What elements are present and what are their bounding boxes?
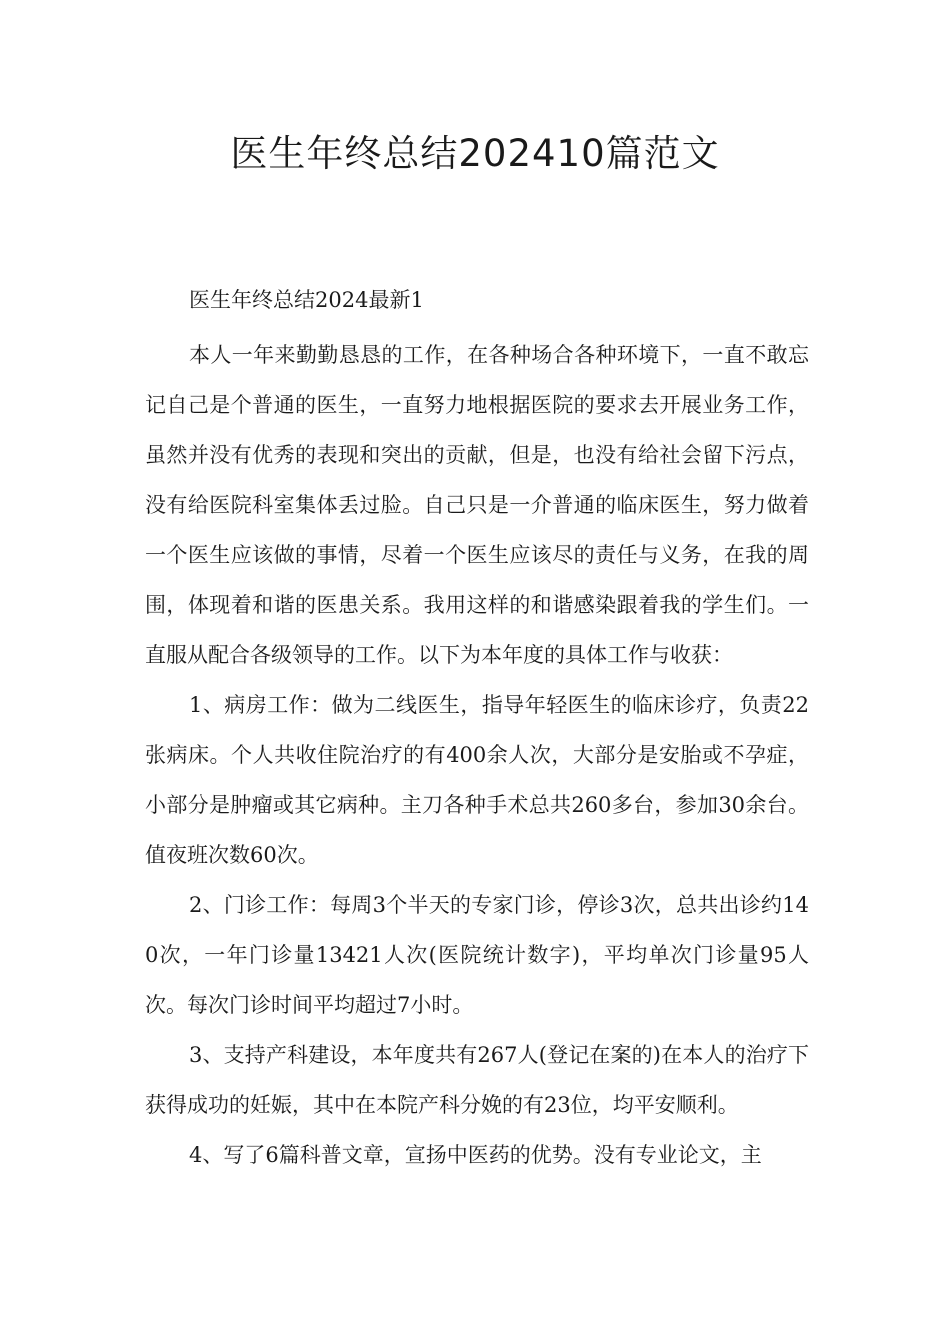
document-body [145, 280, 809, 1180]
paragraph-articles: 4、写了6篇科普文章，宣扬中医药的优势。没有专业论文，主 [189, 1143, 762, 1167]
document-title: 医生年终总结202410篇范文 [230, 132, 720, 175]
paragraph-obstetrics-support: 3、支持产科建设，本年度共有267人(登记在案的)在本人的治疗下获得成功的妊娠，其中在本院产科分娩的有23位，均平安顺利。 [145, 1043, 809, 1117]
paragraph-outpatient-work: 2、门诊工作：每周3个半天的专家门诊，停诊3次，总共出诊约140次，一年门诊量13421人次(医院统计数字)，平均单次门诊量95人次。每次门诊时间平均超过7小时。 [145, 893, 809, 1017]
paragraph-intro: 本人一年来勤勤恳恳的工作，在各种场合各种环境下，一直不敢忘记自己是个普通的医生，一直努力地根据医院的要求去开展业务工作，虽然并没有优秀的表现和突出的贡献，但是，也没有给社会留下污点，没有给医院科室集体丢过脸。自己只是一介普通的临床医生，努力做着一个医生应该做的事情，尽着一个医生应该尽的责任与义务，在我的周围，体现着和谐的医患关系。我用这样的和谐感染跟着我的学生们。一直服从配合各级领导的工作。以下为本年度的具体工作与收获： [145, 343, 809, 667]
section-heading: 医生年终总结2024最新1 [189, 288, 424, 312]
paragraph-ward-work: 1、病房工作：做为二线医生，指导年轻医生的临床诊疗，负责22张病床。个人共收住院治疗的有400余人次，大部分是安胎或不孕症，小部分是肿瘤或其它病种。主刀各种手术总共260多台，参加30余台。值夜班次数60次。 [145, 693, 809, 867]
